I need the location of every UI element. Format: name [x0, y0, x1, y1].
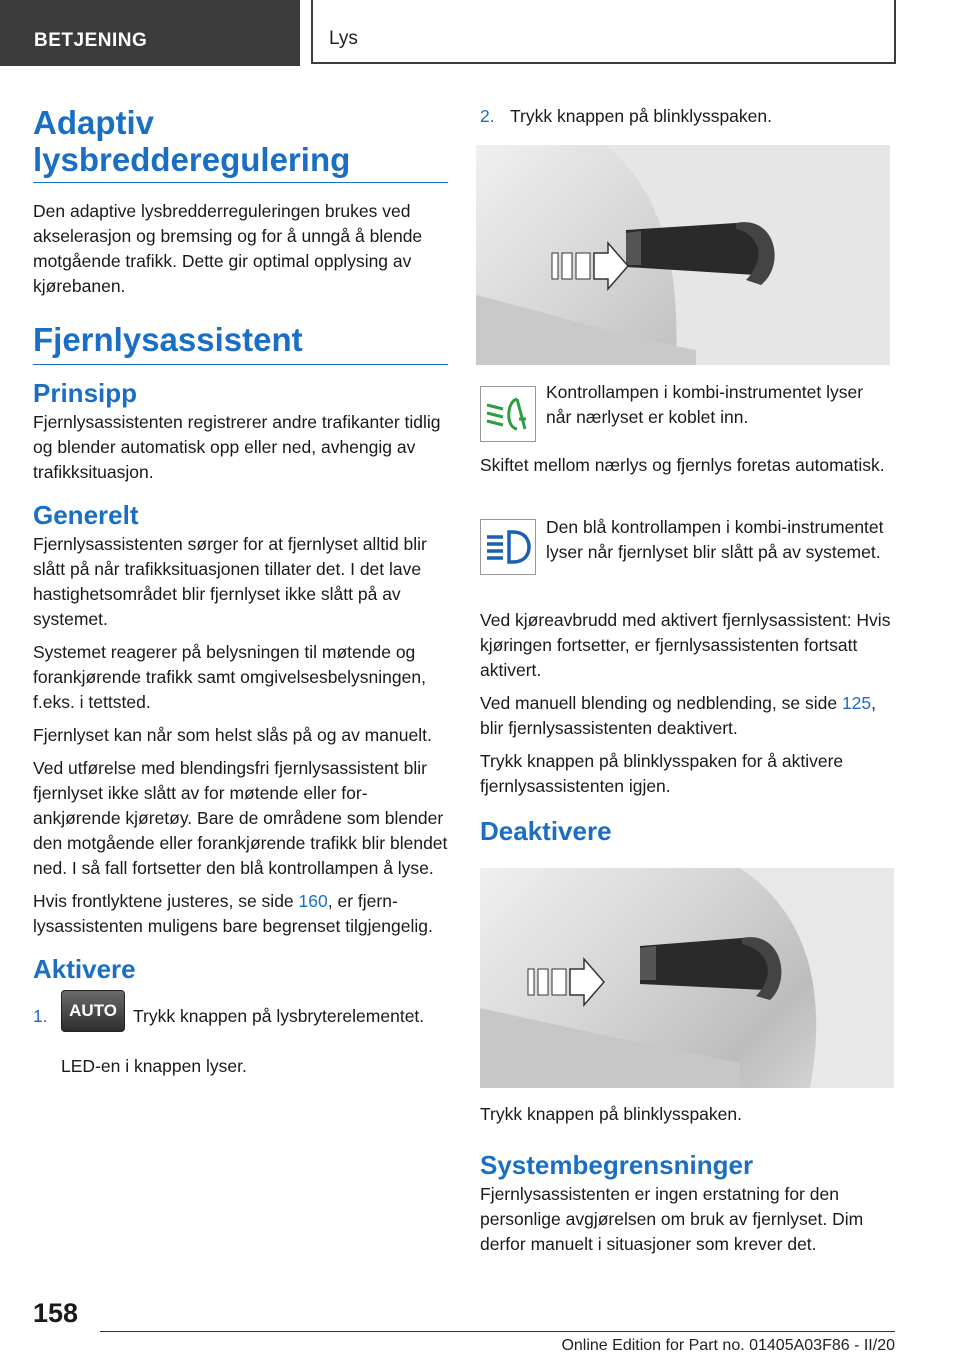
- paragraph-limits: Fjernlysassistenten er ingen erstatning for den personlige avgjørelsen om bruk av fjernlyset. Dim derfor manuelt i situasjoner som krever det.: [480, 1184, 864, 1254]
- right-column: [480, 104, 895, 129]
- edition-note: Online Edition for Part no. 01405A03F86 - II/20: [561, 1337, 895, 1354]
- heading-system-limits: Systembegrensninger: [480, 1150, 754, 1180]
- lever-illustration: [476, 145, 890, 365]
- paragraph-switch: Skiftet mellom nærlys og fjernlys foretas automatisk.: [480, 455, 885, 475]
- text-segment: Hvis frontlyktene justeres, se side: [33, 891, 299, 911]
- heading-deactivate: Deaktivere: [480, 816, 612, 846]
- lamp-1-text: Kontrollampen i kombi-instrumentet lyser når nærlyset er koblet inn.: [546, 382, 864, 427]
- step-2: [480, 104, 895, 129]
- paragraph-deactivate: Trykk knappen på blinklysspaken.: [480, 1104, 742, 1124]
- heading-activate: Aktivere: [33, 954, 136, 984]
- heading-high-beam-assistant: Fjernlysassistent: [33, 321, 448, 365]
- paragraph-general-5: [33, 889, 448, 939]
- paragraph-general-3: Fjernlyset kan når som helst slås på og av manuelt.: [33, 725, 432, 745]
- page-link-160[interactable]: 160: [298, 891, 328, 911]
- high-beam-indicator-icon: [480, 519, 536, 575]
- paragraph-general-4: Ved utførelse med blendingsfri fjernlysassistent blir fjernlyset ikke slått av for møtende eller forankjørende kjøretøy. Bare de områdene som blender den motgående eller forankjørende trafikk blir blendet ned. I så fall fortsetter den blå kontrollampen å lyse.: [33, 758, 448, 878]
- text-segment: , blir fjernlysassistenten deaktivert.: [480, 693, 877, 738]
- low-beam-symbol: [481, 387, 535, 441]
- paragraph-interrupt: Ved kjøreavbrudd med aktivert fjernlysassistent: Hvis kjøringen fortsetter, er fjernlysassistenten fortsatt aktivert.: [480, 610, 891, 680]
- heading-adaptive: Adaptiv lysbredderegulering: [33, 104, 448, 183]
- text-segment: , er fjernlysassistenten muligens bare begrenset tilgjengelig.: [33, 891, 433, 936]
- low-beam-indicator-icon: [480, 386, 536, 442]
- right-bottom: [480, 1102, 895, 1265]
- lever-illustration: [480, 868, 894, 1088]
- step-1-note: LED-en i knappen lyser.: [61, 1056, 247, 1076]
- section-tab: BETJENING: [0, 0, 300, 66]
- text-segment: Ved manuell blending og nedblending, se side: [480, 693, 842, 713]
- footer-divider: [100, 1331, 895, 1332]
- paragraph-reactivate: Trykk knappen på blinklysspaken for å aktivere fjernlysassistenten igjen.: [480, 751, 844, 796]
- auto-button-icon: AUTO: [61, 990, 125, 1032]
- step-number: 2.: [480, 106, 495, 126]
- step-1: [33, 990, 448, 1040]
- heading-general: Generelt: [33, 500, 139, 530]
- paragraph-manual: [480, 691, 895, 741]
- turn-signal-lever-photo-2: [480, 868, 894, 1088]
- paragraph-general-2: Systemet reagerer på belysningen til møtende og forankjørende trafikk samt omgivelsesbelysningen, f.eks. i tettsted.: [33, 642, 426, 712]
- left-column: [33, 104, 448, 1087]
- heading-principle: Prinsipp: [33, 378, 138, 408]
- lamp-2-text: Den blå kontrollampen i kombi-instrumentet lyser når fjernlyset blir slått på av systemet.: [546, 517, 884, 562]
- high-beam-symbol: [481, 520, 535, 574]
- step-1-text: Trykk knappen på lysbryterelementet.: [133, 1006, 425, 1026]
- page-link-125[interactable]: 125: [841, 693, 872, 713]
- turn-signal-lever-photo: [476, 145, 890, 365]
- page-number: 158: [33, 1298, 79, 1328]
- step-2-text: Trykk knappen på blinklysspaken.: [510, 106, 772, 126]
- paragraph-principle: Fjernlysassistenten registrerer andre trafikanter tidlig og blender automatisk opp eller ned, avhengig av trafikksituasjon.: [33, 412, 441, 482]
- step-number: 1.: [33, 1006, 48, 1026]
- right-paragraphs: [480, 608, 895, 844]
- paragraph-adaptive: Den adaptive lysbredderreguleringen brukes ved akselerasjon og bremsing og for å unngå å blende motgående trafikk. Dette gir optimal opplysing av kjørebanen.: [33, 201, 423, 296]
- paragraph-general-1: Fjernlysassistenten sørger for at fjernlyset alltid blir slått på når trafikksituasjonen tillater det. I det lave hastighetsområdet blir fjernlyset ikke slått på av systemet.: [33, 534, 427, 629]
- chapter-tab: Lys: [311, 0, 896, 64]
